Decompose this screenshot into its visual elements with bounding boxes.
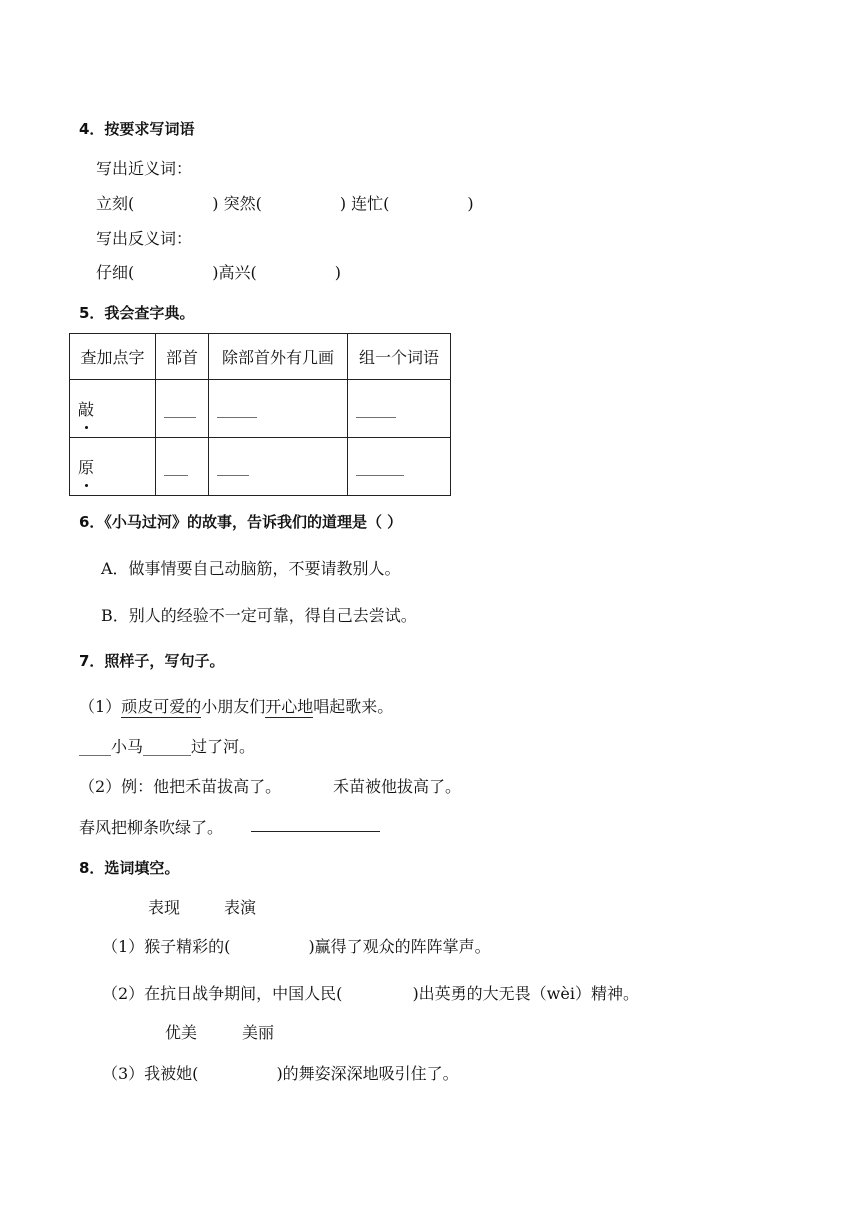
fill-item-3 <box>102 1061 459 1084</box>
word-blank[interactable]: _____ <box>348 380 451 438</box>
question-6-title: 6．《小马过河》的故事，告诉我们的道理是（ ） <box>79 513 403 531</box>
fill-item-1 <box>102 934 491 957</box>
fill-item-2 <box>102 981 639 1004</box>
example-sentence-2: （2）例：他把禾苗拔高了。 <box>79 777 282 796</box>
word-choice-1b: 表演 <box>224 898 257 917</box>
dotted-char: 原 <box>78 458 95 477</box>
dictionary-table <box>69 333 451 496</box>
fill-item-3-start: （3）我被她( <box>102 1064 199 1083</box>
synonym-item-4: ) <box>467 194 474 213</box>
fill-sentence-1 <box>79 734 255 757</box>
table-row <box>70 438 451 496</box>
header-radical: 部首 <box>156 334 209 380</box>
fill-item-2-end: )出英勇的大无畏（wèi）精神。 <box>412 984 639 1003</box>
header-char: 查加点字 <box>70 334 156 380</box>
antonym-item-2: )高兴( <box>212 263 257 282</box>
fill-item-3-end: )的舞姿深深地吸引住了。 <box>276 1064 459 1083</box>
option-b[interactable]: B．别人的经验不一定可靠，得自己去尝试。 <box>101 606 417 625</box>
sentence-1-mid: 小朋友们 <box>201 697 266 716</box>
header-word: 组一个词语 <box>348 334 451 380</box>
emphasis-dot <box>85 484 88 487</box>
fill-item-1-start: （1）猴子精彩的( <box>102 937 231 956</box>
word-choice-2b: 美丽 <box>242 1023 275 1042</box>
fill-blank-1[interactable]: ____ <box>79 737 111 756</box>
underlined-phrase-2: 开心地 <box>265 697 314 716</box>
fill-sentence-mid: 小马 <box>111 737 144 756</box>
radical-blank[interactable]: ___ <box>156 438 209 496</box>
strokes-blank[interactable]: _____ <box>209 380 348 438</box>
answer-line[interactable] <box>251 831 380 832</box>
table-header-row <box>70 334 451 380</box>
task-sentence-2: 春风把柳条吹绿了。 <box>79 818 224 837</box>
sentence-1-prefix: （1） <box>79 697 122 716</box>
synonym-item-3: ) 连忙( <box>339 194 390 213</box>
fill-item-2-start: （2）在抗日战争期间，中国人民( <box>102 984 343 1003</box>
header-strokes: 除部首外有几画 <box>209 334 348 380</box>
antonym-item-3: ) <box>334 263 341 282</box>
synonym-item-1: 立刻( <box>96 194 135 213</box>
example-sentence-1 <box>79 694 393 717</box>
word-blank[interactable]: ______ <box>348 438 451 496</box>
synonym-label: 写出近义词： <box>96 159 193 178</box>
underlined-phrase-1: 顽皮可爱的 <box>121 697 202 716</box>
question-8-title: 8．选词填空。 <box>79 859 180 877</box>
fill-blank-2[interactable]: ______ <box>143 737 192 756</box>
fill-sentence-end: 过了河。 <box>191 737 256 756</box>
word-choice-2a: 优美 <box>165 1023 198 1042</box>
row-char <box>70 380 156 438</box>
synonym-item-2: ) 突然( <box>212 194 262 213</box>
strokes-blank[interactable]: ____ <box>209 438 348 496</box>
word-choice-1a: 表现 <box>148 898 181 917</box>
antonym-label: 写出反义词： <box>96 229 193 248</box>
table-row <box>70 380 451 438</box>
question-5-title: 5．我会查字典。 <box>79 304 195 322</box>
synonym-row <box>96 191 474 214</box>
antonym-row <box>96 260 341 283</box>
option-a[interactable]: A．做事情要自己动脑筋，不要请教别人。 <box>101 559 401 578</box>
emphasis-dot <box>85 426 88 429</box>
question-4-title: 4．按要求写词语 <box>79 120 195 138</box>
dotted-char: 敲 <box>78 400 95 419</box>
example-sentence-2-passive: 禾苗被他拔高了。 <box>333 777 462 796</box>
radical-blank[interactable]: ____ <box>156 380 209 438</box>
antonym-item-1: 仔细( <box>96 263 135 282</box>
row-char <box>70 438 156 496</box>
fill-item-1-end: )赢得了观众的阵阵掌声。 <box>308 937 491 956</box>
sentence-1-end: 唱起歌来。 <box>313 697 394 716</box>
question-7-title: 7．照样子，写句子。 <box>79 652 225 670</box>
